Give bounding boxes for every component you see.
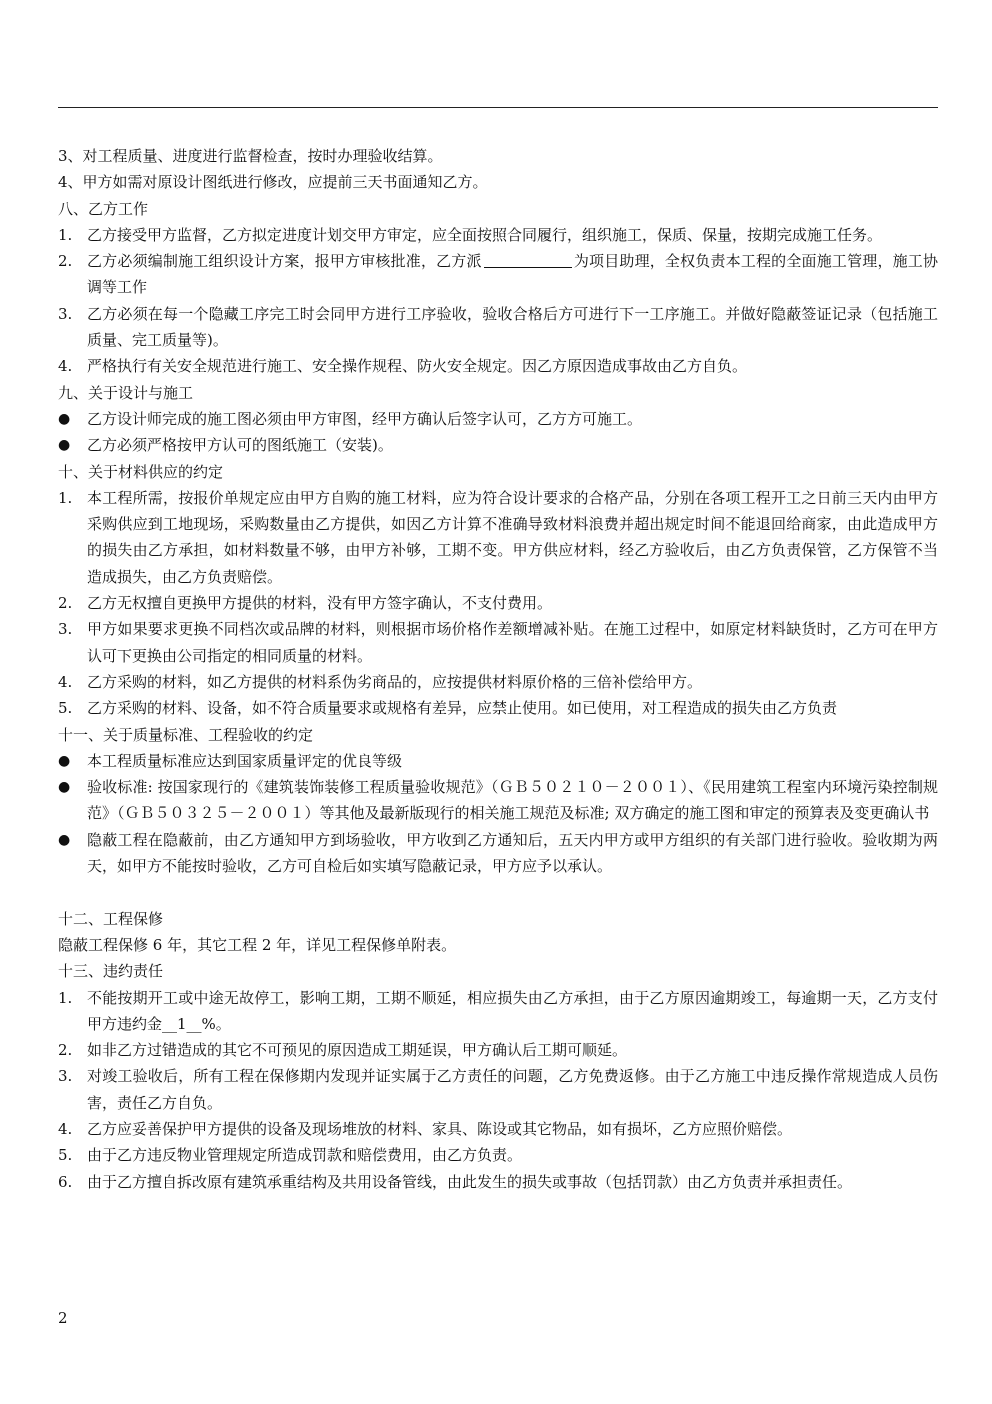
list-item bbox=[58, 774, 938, 827]
item-text: 乙方必须在每一个隐藏工序完工时会同甲方进行工序验收，验收合格后方可进行下一工序施工。并做好隐蔽签证记录（包括施工质量、完工质量等)。 bbox=[87, 304, 938, 350]
item-number: 3. bbox=[58, 620, 73, 639]
section-heading: 九、关于设计与施工 bbox=[58, 383, 194, 402]
paragraph: 4、甲方如需对原设计图纸进行修改，应提前三天书面通知乙方。 bbox=[58, 173, 488, 192]
list-item bbox=[58, 1116, 938, 1142]
list-item bbox=[58, 222, 938, 248]
item-text: 本工程所需，按报价单规定应由甲方自购的施工材料，应为符合设计要求的合格产品，分别在各项工程开工之日前三天内由甲方采购供应到工地现场，采购数量由乙方提供，如因乙方计算不准确导致材料浪费并超出规定时间不能退回给商家，由此造成甲方的损失由乙方承担，如材料数量不够，由甲方补够，工期不变。甲方供应材料，经乙方验收后，由乙方负责保管，乙方保管不当造成损失，由乙方负责赔偿。 bbox=[87, 488, 938, 586]
item-number: 1. bbox=[58, 225, 73, 244]
fill-in-blank[interactable] bbox=[484, 251, 572, 268]
list-item bbox=[58, 432, 938, 458]
item-number: 6. bbox=[58, 1172, 73, 1191]
item-number: 2. bbox=[58, 1041, 73, 1060]
item-text: 本工程质量标准应达到国家质量评定的优良等级 bbox=[87, 751, 403, 770]
page-number: 2 bbox=[58, 1309, 68, 1327]
item-text: 乙方无权擅自更换甲方提供的材料，没有甲方签字确认，不支付费用。 bbox=[87, 594, 553, 613]
section-heading: 十三、违约责任 bbox=[58, 962, 164, 981]
item-number: 2. bbox=[58, 252, 73, 271]
item-text: 乙方采购的材料，如乙方提供的材料系伪劣商品的，应按提供材料原价格的三倍补偿给甲方。 bbox=[87, 672, 703, 691]
list-item bbox=[58, 301, 938, 354]
item-number: 1. bbox=[58, 988, 73, 1007]
paragraph: 3、对工程质量、进度进行监督检查，按时办理验收结算。 bbox=[58, 147, 443, 165]
bullet-icon: ● bbox=[58, 779, 71, 796]
item-text: 由于乙方擅自拆改原有建筑承重结构及共用设备管线，由此发生的损失或事故（包括罚款）由乙方负责并承担责任。 bbox=[87, 1172, 853, 1191]
item-text: 乙方必须编制施工组织设计方案，报甲方审核批准，乙方派 bbox=[87, 252, 482, 271]
item-number: 1. bbox=[58, 488, 73, 507]
item-text: 乙方采购的材料、设备，如不符合质量要求或规格有差异，应禁止使用。如已使用，对工程造成的损失由乙方负责 bbox=[87, 699, 838, 718]
section-heading: 十一、关于质量标准、工程验收的约定 bbox=[58, 725, 314, 744]
section-heading: 十、关于材料供应的约定 bbox=[58, 462, 224, 481]
header-rule bbox=[58, 107, 938, 108]
list-item bbox=[58, 1169, 938, 1195]
list-item bbox=[58, 695, 938, 721]
paragraph: 隐蔽工程保修 6 年，其它工程 2 年，详见工程保修单附表。 bbox=[58, 935, 457, 954]
contract-body bbox=[58, 143, 938, 1195]
item-text: 如非乙方过错造成的其它不可预见的原因造成工期延误，甲方确认后工期可顺延。 bbox=[87, 1041, 628, 1060]
item-number: 4. bbox=[58, 357, 73, 376]
item-text: 严格执行有关安全规范进行施工、安全操作规程、防火安全规定。因乙方原因造成事故由乙方自负。 bbox=[87, 357, 748, 376]
item-number: 3. bbox=[58, 1067, 73, 1086]
item-text: 甲方如果要求更换不同档次或品牌的材料，则根据市场价格作差额增减补贴。在施工过程中，如原定材料缺货时，乙方可在甲方认可下更换由公司指定的相同质量的材料。 bbox=[87, 620, 938, 665]
list-item bbox=[58, 985, 938, 1038]
bullet-icon: ● bbox=[58, 752, 71, 769]
item-text: 乙方接受甲方监督，乙方拟定进度计划交甲方审定，应全面按照合同履行，组织施工，保质、保量，按期完成施工任务。 bbox=[87, 225, 883, 244]
item-text: 不能按期开工或中途无故停工，影响工期，工期不顺延，相应损失由乙方承担，由于乙方原因逾期竣工，每逾期一天，乙方支付甲方违约金__1__%。 bbox=[87, 988, 938, 1033]
item-number: 4. bbox=[58, 1119, 73, 1138]
item-text: 为项目助理，全权负责本工程的全面施工管理，施工协调等工作 bbox=[87, 252, 938, 297]
item-text: 由于乙方违反物业管理规定所造成罚款和赔偿费用，由乙方负责。 bbox=[87, 1146, 523, 1165]
item-text: 对竣工验收后，所有工程在保修期内发现并证实属于乙方责任的问题，乙方免费返修。由于乙方施工中违反操作常规造成人员伤害，责任乙方自负。 bbox=[87, 1067, 938, 1112]
list-item bbox=[58, 1037, 938, 1063]
list-item bbox=[58, 590, 938, 616]
item-text: 验收标准: 按国家现行的《建筑装饰装修工程质量验收规范》（ＧＢ５０２１０－２００１）、《民用建筑工程室内环境污染控制规范》（ＧＢ５０３２５－２００１）等其他及最新版现行的相关施工规范及标准; 双方确定的施工图和审定的预算表及变更确认书 bbox=[87, 778, 938, 823]
section-heading: 十二、工程保修 bbox=[58, 909, 164, 928]
bullet-icon: ● bbox=[58, 410, 71, 427]
bullet-icon: ● bbox=[58, 831, 71, 848]
item-text: 乙方设计师完成的施工图必须由甲方审图，经甲方确认后签字认可，乙方方可施工。 bbox=[87, 409, 643, 428]
item-number: 5. bbox=[58, 699, 73, 718]
list-item bbox=[58, 616, 938, 669]
item-text: 隐蔽工程在隐蔽前，由乙方通知甲方到场验收，甲方收到乙方通知后，五天内甲方或甲方组织的有关部门进行验收。验收期为两天，如甲方不能按时验收，乙方可自检后如实填写隐蔽记录，甲方应予以承认。 bbox=[87, 830, 938, 876]
spacer bbox=[58, 879, 938, 905]
bullet-icon: ● bbox=[58, 437, 71, 454]
list-item bbox=[58, 748, 938, 774]
item-number: 2. bbox=[58, 594, 73, 613]
item-number: 3. bbox=[58, 304, 73, 323]
list-item bbox=[58, 669, 938, 695]
list-item bbox=[58, 1142, 938, 1168]
list-item bbox=[58, 827, 938, 880]
item-text: 乙方必须严格按甲方认可的图纸施工（安装)。 bbox=[87, 436, 393, 455]
item-text: 乙方应妥善保护甲方提供的设备及现场堆放的材料、家具、陈设或其它物品，如有损坏，乙方应照价赔偿。 bbox=[87, 1119, 793, 1138]
list-item bbox=[58, 353, 938, 379]
list-item bbox=[58, 406, 938, 432]
list-item bbox=[58, 1063, 938, 1116]
list-item bbox=[58, 248, 938, 301]
list-item bbox=[58, 485, 938, 590]
section-heading: 八、乙方工作 bbox=[58, 199, 149, 218]
item-number: 4. bbox=[58, 672, 73, 691]
item-number: 5. bbox=[58, 1146, 73, 1165]
